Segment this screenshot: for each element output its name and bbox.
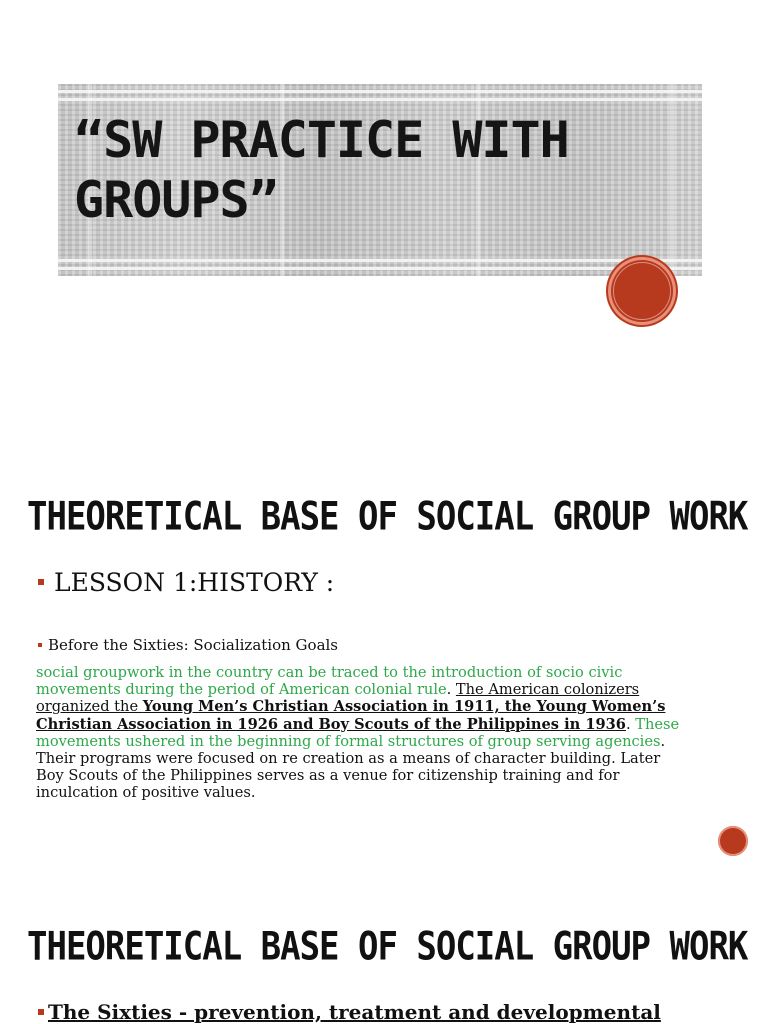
history-paragraph [36,664,686,802]
sixties-bullet [38,1000,661,1024]
paragraph-green-text: These movements ushered in the beginning of formal structures of group serving agencies [36,715,680,750]
sixties-text: The Sixties - prevention, treatment and developmental [48,1000,661,1024]
lesson-text: LESSON 1:HISTORY : [54,568,335,597]
paragraph-underlined-text: The American colonizers organized the [36,681,640,716]
paragraph-text: . [625,715,636,733]
lesson-bullet [38,568,334,597]
bullet-square-icon [38,1009,44,1015]
banner-stripe [58,259,702,262]
decorative-circle-icon [718,826,748,856]
section-heading: THEORETICAL BASE OF SOCIAL GROUP WORK [27,494,748,540]
paragraph-bold-underlined-text: Young Men’s Christian Association in 1911, the Young Women’s Christian Association in 1926 and Boy Scouts of the Philippines in 1936 [36,698,666,733]
paragraph-green-text: social groupwork in the country can be traced to the introduction of socio civic movements during the period of American colonial rule [36,664,623,699]
bullet-square-icon [38,579,44,585]
section-heading: THEORETICAL BASE OF SOCIAL GROUP WORK [27,924,748,970]
paragraph-text: . Their programs were focused on re creation as a means of character building. Later Boy Scouts of the Philippines serves as a venue for citizenship training and for inculcation of positive values. [36,732,666,802]
bullet-square-icon [38,643,42,647]
decorative-circle-icon [608,257,676,325]
banner-stripe [58,90,702,93]
subheading-text: Before the Sixties: Socialization Goals [48,636,339,654]
banner-stripe [58,267,702,270]
banner-stripe [58,98,702,101]
sub-bullet [38,636,338,654]
slide-title: “SW PRACTICE WITH GROUPS” [74,111,569,229]
paragraph-text: . [446,681,456,699]
title-banner [58,84,702,276]
